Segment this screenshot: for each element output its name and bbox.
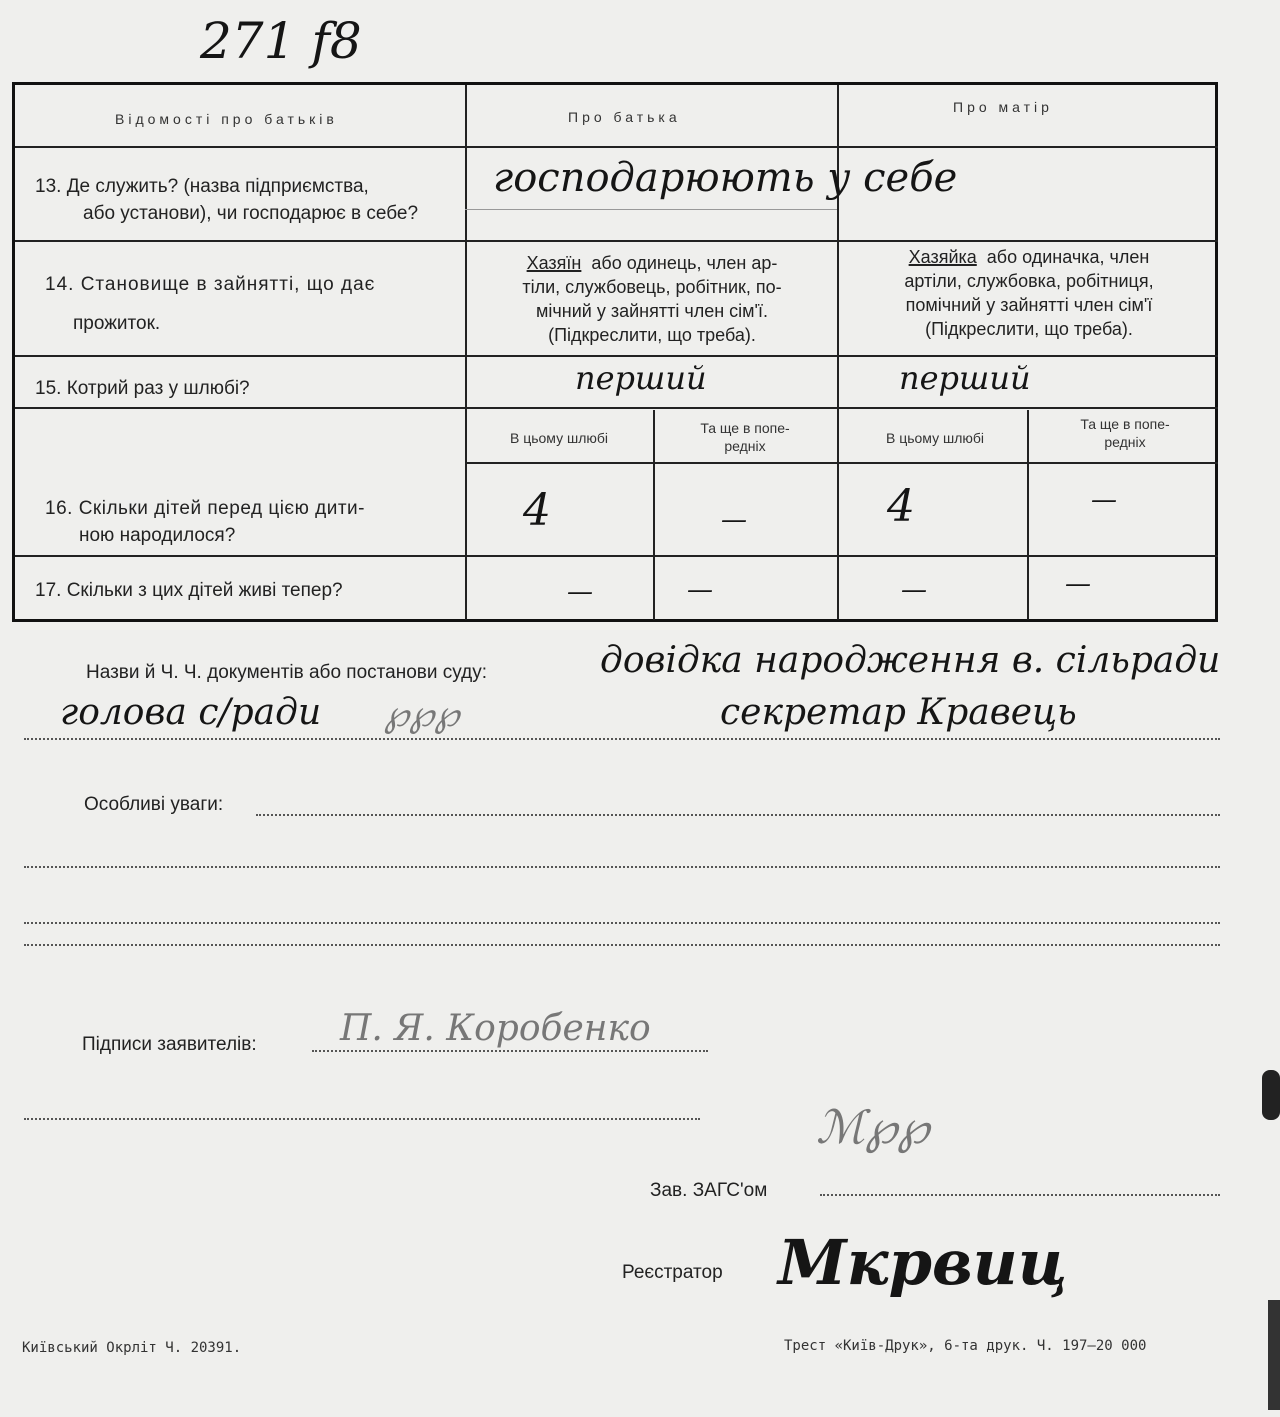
row15-mother-value: перший	[899, 359, 1031, 397]
row17-father-prev: —	[687, 575, 713, 605]
sub-mother-previous: Та ще в попе- редніх	[1080, 416, 1170, 450]
notes-line-4	[24, 944, 1220, 946]
documents-handwritten-line1: довідка народження в. сільради	[600, 640, 1221, 681]
page-edge-mark	[1262, 1070, 1280, 1120]
notes-line-2	[24, 866, 1220, 868]
row13-occupation-handwritten: господарюють у себе	[493, 155, 958, 201]
mother-selected-option: Хазяйка	[908, 247, 977, 267]
documents-label: Назви й Ч. Ч. документів або постанови суду:	[86, 662, 487, 683]
head-zags-label: Зав. ЗАГС'ом	[650, 1180, 768, 1201]
header-parents-info: Відомості про батьків	[115, 111, 338, 127]
row16-father-prev: —	[721, 505, 747, 535]
documents-faint-signature: ℘℘℘	[384, 694, 460, 735]
row17-mother-prev: —	[1065, 569, 1091, 599]
header-father: Про батька	[568, 109, 681, 125]
row17-mother-this: —	[901, 575, 927, 605]
row15-father-value: перший	[575, 359, 707, 397]
documents-handwritten-line2a: голова с/ради	[60, 692, 322, 733]
sub-father-previous: Та ще в попе- редніх	[700, 420, 790, 454]
row14-father-options: Хазяїн або одинець, член ар- тіли, службовець, робітник, по- мічний у зайнятті член сім'ї. (Підкреслити, що треба).	[522, 253, 782, 345]
registrar-label: Реєстратор	[622, 1262, 723, 1283]
father-selected-option: Хазяїн	[526, 253, 582, 273]
applicant-signature-handwritten: П. Я. Коробенко	[340, 1008, 651, 1049]
parents-info-table	[12, 82, 1218, 622]
row15-label: 15. Котрий раз у шлюбі?	[35, 378, 250, 399]
row13-label: 13. Де служить? (назва підприємства, або установи), чи господарює в себе?	[35, 176, 419, 224]
archive-number: 271 f8	[200, 12, 362, 70]
row14-label: 14. Становище в зайнятті, що дає прожиток.	[45, 274, 376, 334]
sub-mother-this-marriage: В цьому шлюбі	[885, 430, 985, 446]
notes-label: Особливі уваги:	[84, 794, 224, 815]
documents-handwritten-line2b: секретар Кравець	[720, 692, 1077, 733]
row17-label: 17. Скільки з цих дітей живі тепер?	[35, 580, 343, 601]
row16-mother-prev: —	[1091, 485, 1117, 515]
applicant-signatures-label: Підписи заявителів:	[82, 1034, 257, 1055]
row16-label: 16. Скільки дітей перед цією дити- ною народилося?	[45, 498, 365, 546]
header-mother: Про матір	[953, 99, 1053, 115]
notes-line-1	[256, 814, 1220, 816]
head-zags-faint-signature: ℳ℘℘	[816, 1100, 930, 1154]
row16-father-this: 4	[523, 485, 551, 536]
sub-father-this-marriage: В цьому шлюбі	[509, 430, 609, 446]
row16-mother-this: 4	[887, 481, 915, 532]
row14-mother-options: Хазяйка або одиначка, член артіли, службовка, робітниця, помічний у зайнятті член сім'ї (Підкреслити, що треба).	[904, 247, 1154, 339]
footer-left: Київський Окрліт Ч. 20391.	[22, 1340, 242, 1356]
registrar-signature: Мкрвиц	[778, 1226, 1068, 1299]
row17-father-this: —	[567, 577, 593, 607]
page-edge-mark-2	[1268, 1300, 1280, 1410]
notes-line-3	[24, 922, 1220, 924]
footer-right: Трест «Київ-Друк», 6-та друк. Ч. 197—20 000	[784, 1338, 1147, 1354]
